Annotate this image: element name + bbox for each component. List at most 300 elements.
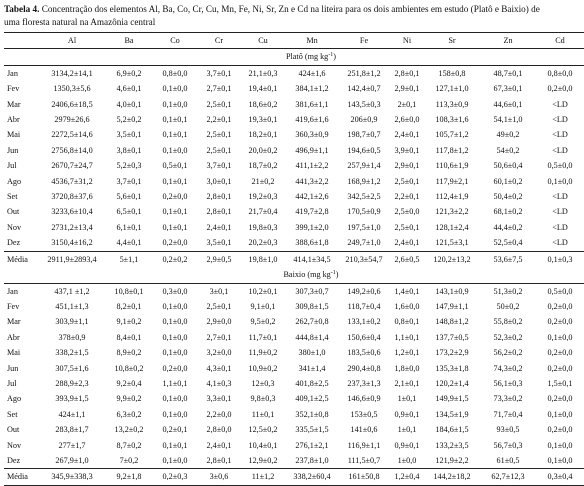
- table-cell: 4,0±0,1: [116, 99, 142, 109]
- table-cell: 335,5±1,5: [295, 425, 329, 435]
- table-cell: 0,1±0,1: [162, 130, 188, 140]
- table-cell: 56,2±0,2: [493, 348, 523, 358]
- table-cell: 2406,6±18,5: [51, 99, 93, 109]
- row-label: Dez: [7, 455, 21, 465]
- table-cell: 4,1±0,3: [206, 378, 232, 388]
- table-cell: 251,8±1,2: [347, 68, 381, 78]
- table-cell: 0,2±0,2: [152, 251, 198, 267]
- table-cell: 0,9±0,1: [394, 440, 420, 450]
- table-cell: 3,2±0,0: [206, 348, 232, 358]
- table-cell: 2,4±0,1: [206, 440, 232, 450]
- row-label: Média: [4, 469, 38, 485]
- table-cell: 10,8±0,2: [114, 363, 144, 373]
- table-cell: 21,7±0,4: [248, 207, 278, 217]
- table-cell: 0,3±0,0: [162, 286, 188, 296]
- table-cell: 3,9±0,1: [394, 145, 420, 155]
- section-header-row: [4, 267, 584, 283]
- table-cell: 128,1±2,4: [435, 222, 469, 232]
- table-cell: 3150,4±16,2: [51, 238, 93, 248]
- table-cell: 0,1±0,0: [162, 332, 188, 342]
- table-cell: <LD: [552, 192, 568, 202]
- table-cell: 2731,2±13,4: [51, 222, 93, 232]
- section-title-end: ): [333, 52, 337, 62]
- table-cell: 257,9±1,4: [347, 161, 381, 171]
- table-cell: 19,4±0,1: [248, 84, 278, 94]
- table-cell: 110,6±1,9: [435, 161, 469, 171]
- table-cell: 143,5±0,3: [347, 99, 381, 109]
- row-label: Nov: [7, 440, 22, 450]
- row-label: Nov: [7, 222, 22, 232]
- table-cell: 135,3±1,8: [435, 363, 469, 373]
- table-cell: 56,7±0,3: [493, 440, 523, 450]
- table-cell: 117,8±1,2: [435, 145, 469, 155]
- table-cell: 2,2±0,0: [206, 409, 232, 419]
- table-cell: 4,4±0,1: [116, 238, 142, 248]
- table-cell: 0,2±0,1: [162, 425, 188, 435]
- table-cell: 0,1±0,0: [162, 301, 188, 311]
- table-cell: 2,9±0,1: [394, 161, 420, 171]
- table-cell: 54,1±1,0: [493, 115, 523, 125]
- table-cell: 2,1±0,1: [394, 378, 420, 388]
- table-cell: 2,2±0,1: [206, 115, 232, 125]
- table-cell: 419,7±2,8: [295, 207, 329, 217]
- table-cell: 2,5±0,1: [206, 99, 232, 109]
- row-label: Jun: [7, 145, 19, 155]
- table-cell: 147,9±1,1: [435, 301, 469, 311]
- table-cell: 8,2±0,1: [116, 301, 142, 311]
- table-cell: 2±0,1: [397, 99, 417, 109]
- column-header: Cu: [240, 33, 286, 49]
- table-cell: 2,5±0,1: [394, 176, 420, 186]
- table-cell: 0,3±0,4: [536, 469, 584, 485]
- table-cell: 401,8±2,5: [295, 378, 329, 388]
- table-cell: <LD: [552, 99, 568, 109]
- table-cell: 0,2±0,0: [547, 394, 573, 404]
- table-cell: 51,3±0,2: [493, 286, 523, 296]
- table-cell: 5,6±0,1: [116, 192, 142, 202]
- table-cell: 197,5±1,0: [347, 222, 381, 232]
- table-cell: 93±0,5: [496, 425, 520, 435]
- unit-exponent: -1: [330, 270, 336, 277]
- table-cell: 50,4±0,2: [493, 192, 523, 202]
- table-cell: 54±0,2: [496, 145, 520, 155]
- table-cell: 0,1±0,0: [162, 317, 188, 327]
- table-cell: 4536,7±31,2: [51, 176, 93, 186]
- table-cell: 21,1±0,3: [248, 68, 278, 78]
- table-row: [4, 143, 584, 158]
- table-cell: 444,8±1,4: [295, 332, 329, 342]
- table-cell: 384,1±1,2: [295, 84, 329, 94]
- table-cell: 0,1±0,1: [162, 222, 188, 232]
- table-cell: 0,5±0,1: [162, 161, 188, 171]
- row-label: Mai: [7, 348, 21, 358]
- row-label: Fev: [7, 301, 20, 311]
- table-cell: 19,8±1,0: [240, 251, 286, 267]
- row-label: Out: [7, 207, 20, 217]
- table-cell: 2,9±0,0: [206, 317, 232, 327]
- table-cell: 3233,6±10,4: [51, 207, 93, 217]
- table-cell: 0,8±0,0: [547, 68, 573, 78]
- row-label: Set: [7, 409, 18, 419]
- table-cell: 13,2±0,2: [114, 425, 144, 435]
- table-cell: 52,3±0,2: [493, 332, 523, 342]
- mean-row: [4, 251, 584, 267]
- table-cell: 0,8±0,1: [394, 317, 420, 327]
- table-cell: 5,2±0,3: [116, 161, 142, 171]
- column-header: Ba: [106, 33, 152, 49]
- element-concentration-table: [4, 32, 584, 486]
- table-cell: 3,5±0,1: [206, 238, 232, 248]
- table-cell: 68,1±0,2: [493, 207, 523, 217]
- table-row: [4, 97, 584, 112]
- table-cell: 3,5±0,1: [116, 130, 142, 140]
- table-cell: 0,1±0,0: [162, 394, 188, 404]
- row-label: Jun: [7, 363, 19, 373]
- table-cell: 1,6±0,0: [394, 301, 420, 311]
- table-row: [4, 438, 584, 453]
- table-cell: 73,3±0,2: [493, 394, 523, 404]
- table-cell: 0,1±0,3: [536, 251, 584, 267]
- row-label: Ago: [7, 394, 22, 404]
- table-cell: 19,2±0,3: [248, 192, 278, 202]
- table-cell: 1,4±0,1: [394, 286, 420, 296]
- table-cell: 1±0,0: [397, 455, 417, 465]
- table-cell: 105,7±1,2: [435, 130, 469, 140]
- table-cell: 9,2±1,8: [106, 469, 152, 485]
- table-cell: 11±1,2: [240, 469, 286, 485]
- table-cell: 3±0,6: [198, 469, 240, 485]
- table-cell: 10,9±0,2: [248, 363, 278, 373]
- table-cell: 1,1±0,1: [162, 378, 188, 388]
- table-cell: 0,2±0,0: [547, 84, 573, 94]
- table-cell: 2,6±0,0: [394, 115, 420, 125]
- table-cell: 9,8±0,3: [250, 394, 276, 404]
- table-cell: 2,7±0,1: [206, 332, 232, 342]
- table-cell: 411,1±2,2: [295, 161, 329, 171]
- table-row: [4, 330, 584, 345]
- table-cell: 8,4±0,1: [116, 332, 142, 342]
- table-cell: 4,3±0,1: [206, 363, 232, 373]
- table-cell: 6,9±0,2: [116, 68, 142, 78]
- table-cell: 6,1±0,1: [116, 222, 142, 232]
- table-cell: 0,5±0,0: [547, 286, 573, 296]
- table-cell: 9,1±0,2: [116, 317, 142, 327]
- table-cell: 0,2±0,0: [162, 192, 188, 202]
- table-cell: 0,1±0,0: [162, 84, 188, 94]
- column-header: Zn: [480, 33, 536, 49]
- table-cell: 183,5±0,6: [347, 348, 381, 358]
- table-cell: 378±0,9: [58, 332, 86, 342]
- section-title: [38, 49, 584, 65]
- column-header: [4, 33, 38, 49]
- section-title-text: Platô (mg kg: [285, 52, 329, 62]
- table-cell: 249,7±1,0: [347, 238, 381, 248]
- table-cell: 19,8±0,3: [248, 222, 278, 232]
- table-cell: 50,6±0,4: [493, 161, 523, 171]
- table-row: [4, 345, 584, 360]
- table-cell: <LD: [552, 238, 568, 248]
- table-row: [4, 189, 584, 204]
- row-label: Mar: [7, 99, 21, 109]
- caption-text: Concentração dos elementos Al, Ba, Co, Cr, Cu, Mn, Fe, Ni, Sr, Zn e Cd na liteira para os dois ambientes em estudo (Platô e Baixio) de uma floresta natural na Amazônia central: [4, 4, 540, 27]
- table-cell: 50±0,2: [496, 301, 520, 311]
- table-cell: 424±1,6: [298, 68, 326, 78]
- table-cell: 7±0,2: [119, 455, 139, 465]
- table-cell: 338,2±1,5: [55, 348, 89, 358]
- table-cell: 149,9±1,5: [435, 394, 469, 404]
- unit-exponent: -1: [328, 52, 334, 59]
- table-row: [4, 361, 584, 376]
- table-cell: 2,8±0,1: [394, 68, 420, 78]
- table-cell: 267,9±1,0: [55, 455, 89, 465]
- table-cell: 61±0,5: [496, 455, 520, 465]
- section-title: [38, 267, 584, 283]
- table-cell: 393,9±1,5: [55, 394, 89, 404]
- table-cell: 62,7±12,3: [480, 469, 536, 485]
- table-cell: <LD: [552, 115, 568, 125]
- table-cell: 2,6±0,5: [390, 251, 424, 267]
- table-cell: 1,5±0,1: [547, 378, 573, 388]
- table-cell: 20,2±0,3: [248, 238, 278, 248]
- table-cell: 303,9±1,1: [55, 317, 89, 327]
- table-cell: 44,4±0,2: [493, 222, 523, 232]
- table-cell: 8,9±0,2: [116, 348, 142, 358]
- table-row: [4, 174, 584, 189]
- table-cell: 150,6±0,4: [347, 332, 381, 342]
- column-header: Al: [38, 33, 106, 49]
- table-cell: 0,1±0,0: [547, 440, 573, 450]
- table-cell: 3134,2±14,1: [51, 68, 93, 78]
- table-cell: 194,6±0,5: [347, 145, 381, 155]
- table-cell: 9,9±0,2: [116, 394, 142, 404]
- table-cell: 2,8±0,1: [206, 455, 232, 465]
- table-cell: 309,8±1,5: [295, 301, 329, 311]
- table-cell: 419,6±1,6: [295, 115, 329, 125]
- table-cell: 5±1,1: [106, 251, 152, 267]
- table-cell: 19,3±0,1: [248, 115, 278, 125]
- table-cell: 0,1±0,0: [547, 455, 573, 465]
- table-cell: 153±0,5: [350, 409, 378, 419]
- table-cell: 11±0,1: [251, 409, 275, 419]
- table-cell: 0,1±0,0: [547, 409, 573, 419]
- table-cell: 53,6±7,5: [480, 251, 536, 267]
- table-cell: 146,6±0,9: [347, 394, 381, 404]
- table-cell: 1,2±0,4: [390, 469, 424, 485]
- table-cell: 18,2±0,1: [248, 130, 278, 140]
- table-cell: 55,8±0,2: [493, 317, 523, 327]
- table-cell: 158±0,8: [438, 68, 466, 78]
- table-cell: 0,2±0,0: [162, 238, 188, 248]
- table-cell: 1±0,1: [397, 394, 417, 404]
- row-label: Média: [4, 251, 38, 267]
- row-label: Out: [7, 425, 20, 435]
- table-cell: 49±0,2: [496, 130, 520, 140]
- table-cell: 121,3±2,2: [435, 207, 469, 217]
- table-cell: 9,5±0,2: [250, 317, 276, 327]
- table-cell: 0,1±0,0: [547, 332, 573, 342]
- table-cell: 9,1±0,1: [250, 301, 276, 311]
- table-cell: 2,9±0,5: [198, 251, 240, 267]
- table-cell: 2,5±0,1: [206, 301, 232, 311]
- table-cell: 441,3±2,2: [295, 176, 329, 186]
- table-cell: 170,5±0,9: [347, 207, 381, 217]
- table-cell: 44,6±0,1: [493, 99, 523, 109]
- table-cell: 0,1±0,0: [162, 409, 188, 419]
- table-cell: 10,4±0,1: [248, 440, 278, 450]
- row-label: Jul: [7, 378, 17, 388]
- table-cell: 307,5±1,6: [55, 363, 89, 373]
- table-cell: <LD: [552, 207, 568, 217]
- table-cell: 2,4±0,1: [206, 222, 232, 232]
- table-cell: 0,2±0,0: [547, 348, 573, 358]
- table-cell: 144,2±18,2: [424, 469, 480, 485]
- table-cell: 237,8±1,0: [295, 455, 329, 465]
- column-header: Co: [152, 33, 198, 49]
- table-cell: 307,3±0,7: [295, 286, 329, 296]
- table-row: [4, 422, 584, 437]
- table-cell: 1,8±0,0: [394, 363, 420, 373]
- column-header: Mn: [286, 33, 338, 49]
- table-cell: 148,8±1,2: [435, 317, 469, 327]
- table-cell: 424±1,1: [58, 409, 86, 419]
- table-cell: 12,9±0,2: [248, 455, 278, 465]
- table-cell: 133,2±3,5: [435, 440, 469, 450]
- table-cell: 3,0±0,1: [206, 176, 232, 186]
- row-label: Abr: [7, 332, 20, 342]
- table-cell: 2,8±0,1: [206, 192, 232, 202]
- table-cell: 12±0,3: [251, 378, 275, 388]
- table-cell: 2,5±0,0: [394, 207, 420, 217]
- table-cell: 3,7±0,1: [116, 176, 142, 186]
- table-cell: 18,6±0,2: [248, 99, 278, 109]
- table-cell: 0,1±0,0: [162, 145, 188, 155]
- table-cell: 288,9±2,3: [55, 378, 89, 388]
- table-cell: 437,1 ±1,2: [54, 286, 90, 296]
- table-cell: 142,4±0,7: [347, 84, 381, 94]
- table-cell: 120,2±1,4: [435, 378, 469, 388]
- table-cell: 0,9±0,1: [394, 409, 420, 419]
- table-cell: 118,7±0,4: [347, 301, 381, 311]
- table-cell: 141±0,6: [350, 425, 378, 435]
- table-cell: 161±50,8: [338, 469, 390, 485]
- table-row: [4, 81, 584, 96]
- table-cell: 3,3±0,1: [206, 394, 232, 404]
- table-cell: 276,1±2,1: [295, 440, 329, 450]
- section-header-row: [4, 49, 584, 65]
- table-cell: 10,8±0,1: [114, 286, 144, 296]
- table-cell: 121,9±2,2: [435, 455, 469, 465]
- table-cell: 283,8±1,7: [55, 425, 89, 435]
- table-cell: 2,2±0,1: [394, 192, 420, 202]
- table-cell: 381,6±1,1: [295, 99, 329, 109]
- table-cell: 111,5±0,7: [347, 455, 381, 465]
- row-label: Jan: [7, 286, 18, 296]
- table-caption: [4, 3, 542, 29]
- table-cell: 2,8±0,1: [206, 207, 232, 217]
- table-cell: 2,4±0,1: [394, 238, 420, 248]
- table-row: [4, 235, 584, 251]
- table-cell: 0,2±0,0: [162, 363, 188, 373]
- section-spacer: [4, 267, 38, 283]
- table-label: Tabela 4.: [4, 4, 40, 14]
- table-cell: 5,2±0,2: [116, 115, 142, 125]
- table-row: [4, 376, 584, 391]
- table-cell: 2,9±0,1: [394, 84, 420, 94]
- table-cell: 345,9±338,3: [38, 469, 106, 485]
- row-label: Jul: [7, 161, 17, 171]
- table-cell: 0,1±0,1: [162, 176, 188, 186]
- table-cell: 0,1±0,1: [162, 440, 188, 450]
- column-header: Sr: [424, 33, 480, 49]
- table-cell: 4,6±0,1: [116, 84, 142, 94]
- table-cell: 277±1,7: [58, 440, 86, 450]
- table-cell: 210,3±54,7: [338, 251, 390, 267]
- table-cell: 388,6±1,8: [295, 238, 329, 248]
- table-cell: 360,3±0,9: [295, 130, 329, 140]
- table-cell: 173,2±2,9: [435, 348, 469, 358]
- table-cell: 3±0,1: [209, 286, 229, 296]
- table-cell: 1,2±0,1: [394, 348, 420, 358]
- table-cell: 0,5±0,0: [547, 161, 573, 171]
- table-cell: 48,7±0,1: [493, 68, 523, 78]
- table-cell: 341±1,4: [298, 363, 326, 373]
- column-header-row: [4, 33, 584, 49]
- table-cell: 11,7±0,1: [248, 332, 278, 342]
- table-cell: 409,1±2,5: [295, 394, 329, 404]
- table-cell: 12,5±0,2: [248, 425, 278, 435]
- table-cell: 0,2±0,0: [547, 301, 573, 311]
- table-cell: 20,0±0,2: [248, 145, 278, 155]
- table-cell: 60,1±0,2: [493, 176, 523, 186]
- table-cell: 143,1±0,9: [435, 286, 469, 296]
- table-cell: 2,4±0,1: [394, 130, 420, 140]
- table-cell: 206±0,9: [350, 115, 378, 125]
- table-cell: 352,1±0,8: [295, 409, 329, 419]
- table-row: [4, 158, 584, 173]
- table-row: [4, 204, 584, 219]
- table-cell: 117,9±2,1: [435, 176, 469, 186]
- table-cell: 0,1±0,0: [547, 176, 573, 186]
- table-cell: 3,8±0,1: [116, 145, 142, 155]
- table-cell: 113,3±0,9: [435, 99, 469, 109]
- table-cell: 168,9±1,2: [347, 176, 381, 186]
- table-cell: <LD: [552, 222, 568, 232]
- table-cell: 0,2±0,0: [547, 317, 573, 327]
- table-cell: 127,1±1,0: [435, 84, 469, 94]
- row-label: Mar: [7, 317, 21, 327]
- table-cell: 442,1±2,6: [295, 192, 329, 202]
- table-cell: 184,6±1,5: [435, 425, 469, 435]
- table-cell: 2,5±0,1: [394, 222, 420, 232]
- table-cell: 338,2±60,4: [286, 469, 338, 485]
- table-cell: 496,9±1,1: [295, 145, 329, 155]
- section-spacer: [4, 49, 38, 65]
- table-cell: 2,7±0,1: [206, 84, 232, 94]
- table-cell: 380±1,0: [298, 348, 326, 358]
- table-row: [4, 407, 584, 422]
- table-cell: 120,2±13,2: [424, 251, 480, 267]
- table-row: [4, 65, 584, 81]
- table-cell: 137,7±0,5: [435, 332, 469, 342]
- row-label: Fev: [7, 84, 20, 94]
- section-title-end: ): [335, 270, 339, 280]
- table-cell: 116,9±1,1: [347, 440, 381, 450]
- column-header: Cd: [536, 33, 584, 49]
- table-row: [4, 283, 584, 299]
- table-cell: 56,1±0,3: [493, 378, 523, 388]
- table-cell: 198,7±0,7: [347, 130, 381, 140]
- table-cell: 2979±26,6: [54, 115, 90, 125]
